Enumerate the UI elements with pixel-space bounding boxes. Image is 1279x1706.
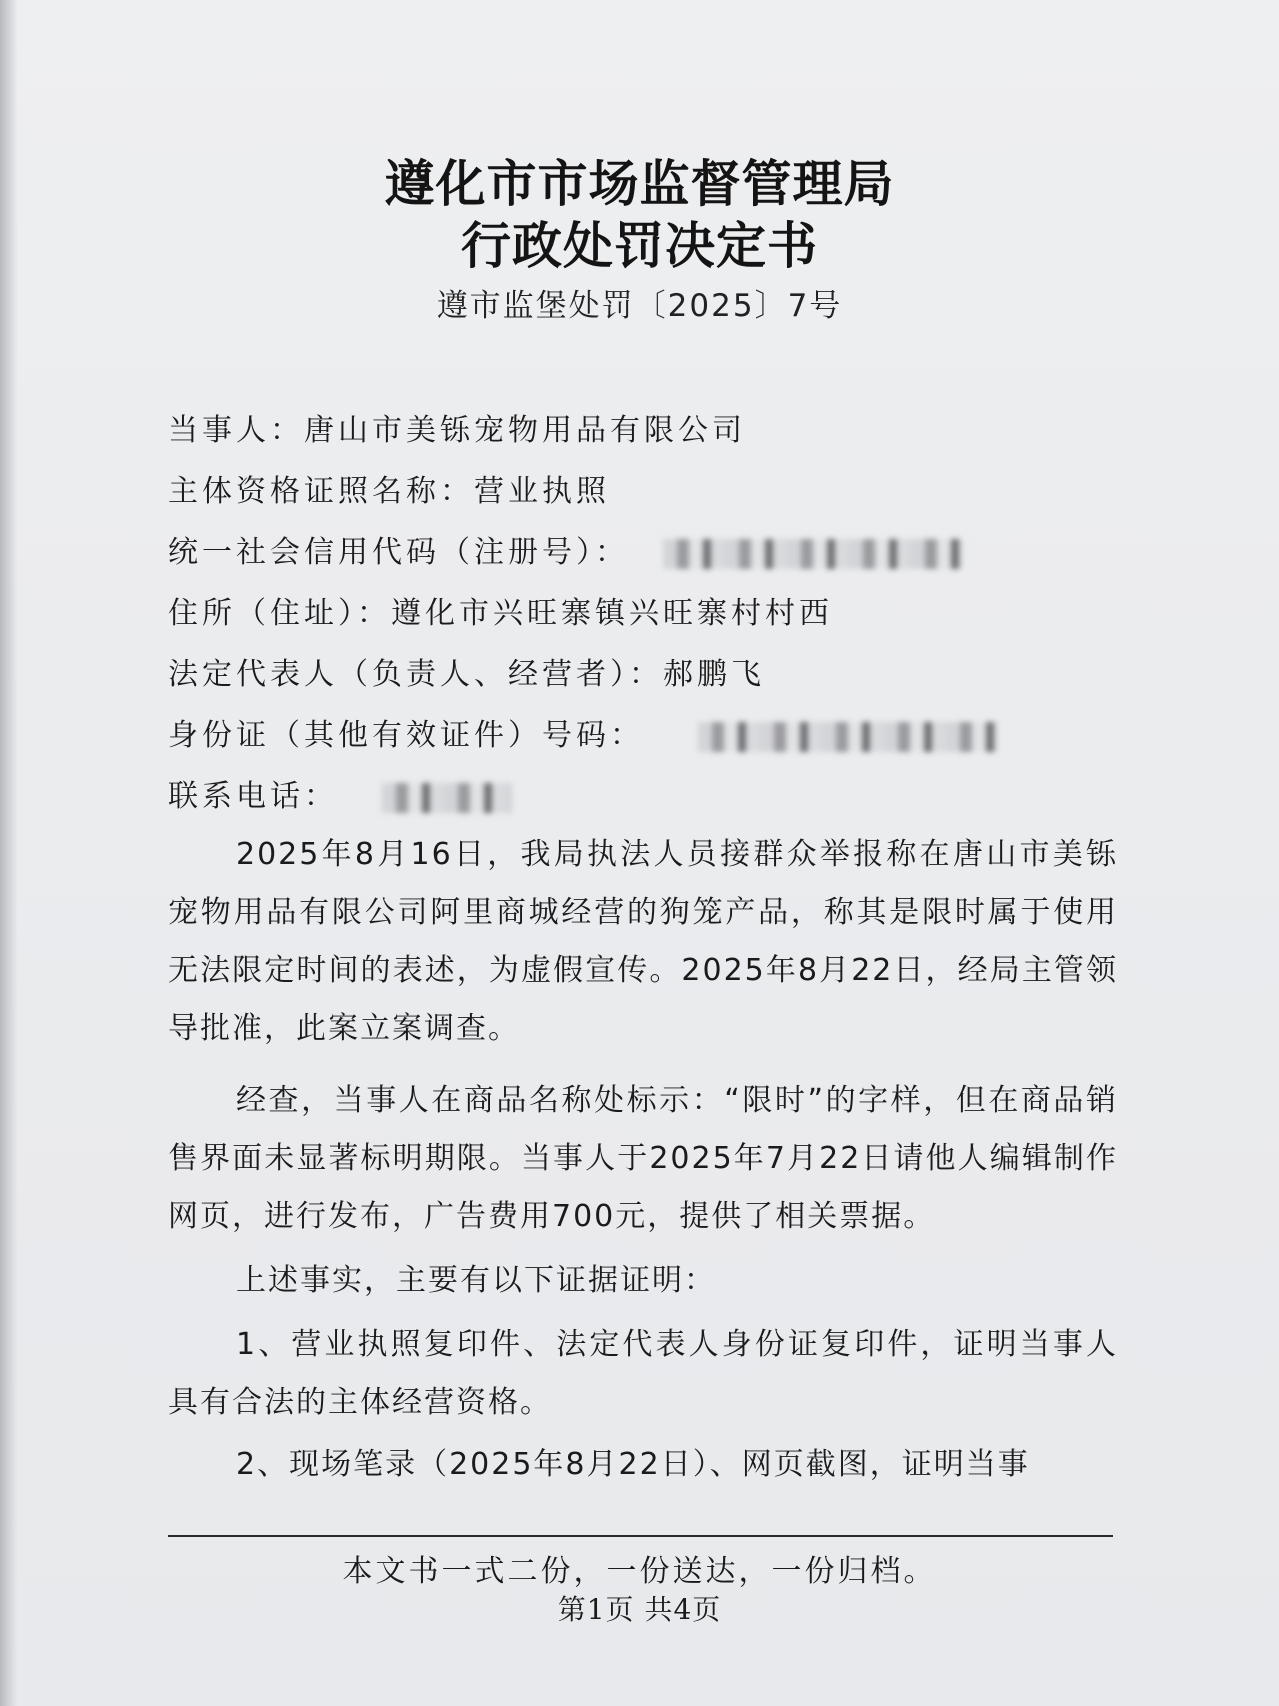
footer-divider <box>168 1535 1113 1537</box>
license-type-value: 营业执照 <box>474 474 610 509</box>
phone-label: 联系电话： <box>168 779 338 814</box>
redacted-phone <box>382 783 512 813</box>
legal-rep-label: 法定代表人（负责人、经营者）： <box>168 657 663 692</box>
document-number: 遵市监堡处罚〔2025〕7号 <box>436 288 843 324</box>
party-value: 唐山市美铄宠物用品有限公司 <box>304 413 746 448</box>
party-field <box>168 405 746 449</box>
credit-code-field <box>168 527 963 571</box>
credit-code-label: 统一社会信用代码（注册号）： <box>168 535 629 570</box>
address-label: 住所（住址）： <box>168 596 391 631</box>
legal-rep-value: 郝鹏飞 <box>663 657 765 692</box>
findings-paragraph: 经查，当事人在商品名称处标示：“限时”的字样，但在商品销售界面未显著标明期限。当事人于2025年7月22日请他人编辑制作网页，进行发布，广告费用700元，提供了相关票据。 <box>168 1083 1118 1234</box>
document-type-title: 行政处罚决定书 <box>461 216 818 275</box>
evidence-intro: 上述事实，主要有以下证据证明： <box>236 1263 716 1298</box>
agency-title: 遵化市市场监督管理局 <box>384 154 895 213</box>
evidence-item-2: 2、现场笔录（2025年8月22日）、网页截图，证明当事 <box>236 1447 1030 1482</box>
copies-note: 本文书一式二份，一份送达，一份归档。 <box>342 1554 937 1589</box>
redacted-id-number <box>698 722 998 752</box>
license-type-field <box>168 466 610 510</box>
address-field <box>168 588 833 632</box>
id-number-label: 身份证（其他有效证件）号码： <box>168 718 644 753</box>
page-number: 第1页 共4页 <box>557 1593 722 1626</box>
case-paragraph: 2025年8月16日，我局执法人员接群众举报称在唐山市美铄宠物用品有限公司阿里商城经营的狗笼产品，称其是限时属于使用无法限定时间的表述，为虚假宣传。2025年8月22日，经局主管领导批准，此案立案调查。 <box>168 837 1118 1046</box>
id-number-field <box>168 710 998 754</box>
license-type-label: 主体资格证照名称： <box>168 474 474 509</box>
address-value: 遵化市兴旺寨镇兴旺寨村村西 <box>391 596 833 631</box>
redacted-credit-code <box>663 539 963 569</box>
phone-field <box>168 771 512 815</box>
party-label: 当事人： <box>168 413 304 448</box>
legal-rep-field <box>168 649 765 693</box>
evidence-item-1: 1、营业执照复印件、法定代表人身份证复印件，证明当事人具有合法的主体经营资格。 <box>168 1327 1118 1420</box>
